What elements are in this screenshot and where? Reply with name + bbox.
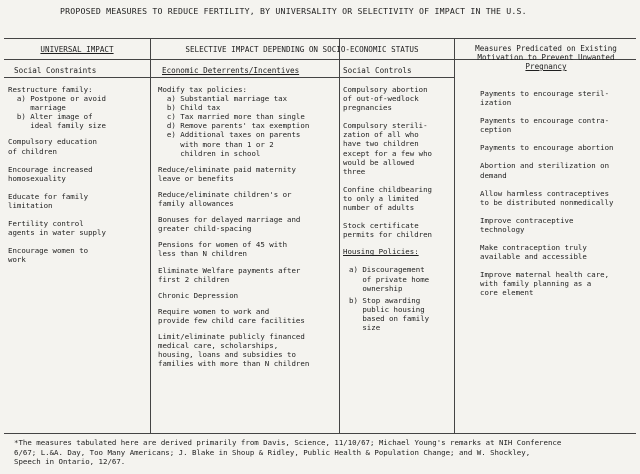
list-item: Eliminate Welfare payments after first 2 children [158,265,301,284]
measures-table [4,38,636,434]
subheader-social-constraints: Social Constraints [14,66,97,75]
page-title: PROPOSED MEASURES TO REDUCE FERTILITY, BY UNIVERSALITY OR SELECTIVITY OF IMPACT IN THE U.S. [60,6,527,16]
list-item: Payments to encourage contra- ception [480,116,610,135]
header-universal: UNIVERSAL IMPACT [40,45,114,54]
list-item: Abortion and sterilization on demand [480,161,610,180]
list-item: Payments to encourage steril- ization [480,89,610,108]
list-item: Educate for family limitation [8,191,89,210]
list-item: Make contraception truly available and accessible [480,243,587,262]
footnote-line: Speech in Ontario, 12/67. [14,457,126,467]
list-item: Payments to encourage abortion [480,143,614,153]
column-social-controls [343,85,453,332]
list-item: Reduce/eliminate paid maternity leave or benefits [158,164,296,183]
list-item: Limit/eliminate publicly financed medical care, scholarships, housing, loans and subsidies to families with more than N children [158,331,310,369]
header-motivation-line: Motivation to Prevent Unwanted [477,53,615,62]
list-item: Require women to work and provide few child care facilities [158,306,305,325]
header-motivation [456,44,636,71]
list-item: Compulsory sterili- zation of all who have two children except for a few who would be allowed three [343,121,432,176]
list-item: b) Stop awarding public housing based on family size [349,295,430,332]
column-economic [158,85,338,368]
list-item: Reduce/eliminate children's or family allowances [158,189,292,209]
column-divider [150,39,151,433]
footnote-line: 6/67; L.&A. Day, Too Many Americans; J. Blake in Shoup & Ridley, Public Health & Population Change; and W. Shockley, [14,447,531,457]
list-item: Improve contraceptive technology [480,215,574,234]
list-item: Encourage women to work [8,246,89,265]
list-item: Modify tax policies: a) Substantial marriage tax b) Child tax c) Tax married more than single d) Remove parents' tax exemption e) Additional taxes on parents with more than 1 or 2 children in school [158,85,310,158]
header-motivation-line: Pregnancy [525,62,567,71]
list-item: Confine childbearing to only a limited number of adults [343,184,432,213]
list-item: Encourage increased homosexuality [8,164,93,183]
column-divider [339,39,340,433]
subheader-divider [4,77,454,78]
footnote-line: *The measures tabulated here are derived primarily from Davis, Science, 11/10/67; Michael Young's remarks at NIH Conference [14,438,562,447]
list-item: Improve maternal health care, with family planning as a core element [480,270,610,298]
housing-heading: Housing Policies: [343,247,419,257]
header-selective: SELECTIVE IMPACT DEPENDING ON SOCIO-ECONOMIC STATUS [185,45,419,54]
list-item: Allow harmless contraceptives to be distributed nonmedically [480,188,614,207]
list-item: Bonuses for delayed marriage and greater child-spacing [158,215,301,234]
list-item: Restructure family: a) Postpone or avoid marriage b) Alter image of ideal family size [8,85,106,131]
header-motivation-line: Measures Predicated on Existing [475,44,617,53]
column-motivation [480,89,636,298]
list-item: Stock certificate permits for children [343,221,432,240]
list-item: Fertility control agents in water supply [8,219,106,238]
list-item: a) Discouragement of private home ownership [349,265,430,293]
subheader-social-controls: Social Controls [343,66,412,75]
list-item: Compulsory education of children [8,137,97,156]
column-divider [454,39,455,433]
footnote [14,438,634,467]
list-item: Chronic Depression [158,290,239,300]
list-item: Pensions for women of 45 with less than N children [158,240,288,259]
subheader-economic: Economic Deterrents/Incentives [162,66,300,75]
column-social-constraints [8,85,148,264]
list-item: Compulsory abortion of out-of-wedlock pregnancies [343,85,428,113]
